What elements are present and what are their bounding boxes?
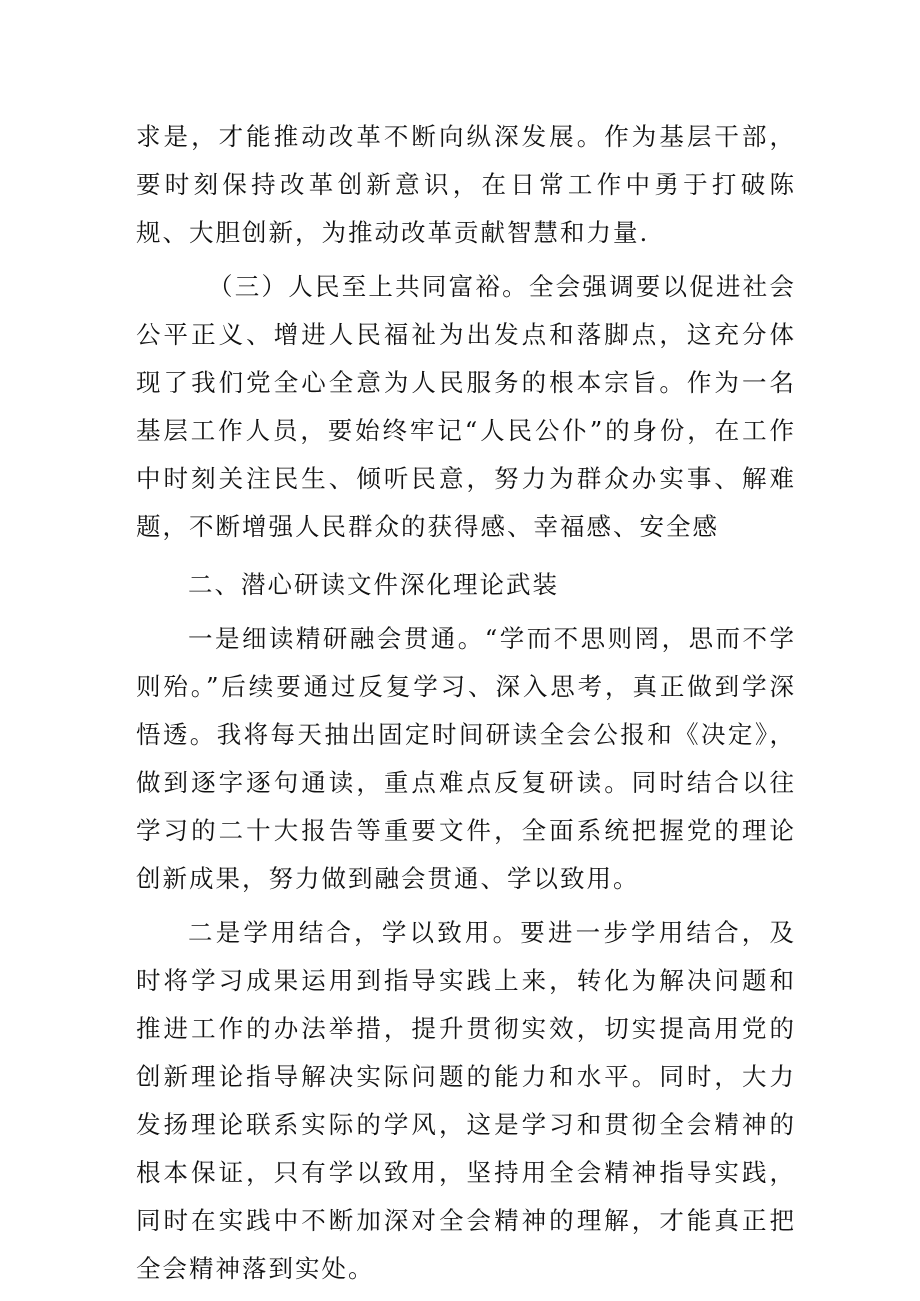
- paragraph-reform-continuation: 求是，才能推动改革不断向纵深发展。作为基层干部，要时刻保持改革创新意识，在日常工作中勇于打破陈规、大胆创新，为推动改革贡献智慧和力量.: [136, 122, 796, 247]
- paragraph-apply-learning: 二是学用结合，学以致用。要进一步学用结合，及时将学习成果运用到指导实践上来，转化为解决问题和推进工作的办法举措，提升贯彻实效，切实提高用党的创新理论指导解决实际问题的能力和水平。同时，大力发扬理论联系实际的学风，这是学习和贯彻全会精神的根本保证，只有学以致用，坚持用全会精神指导实践，同时在实践中不断加深对全会精神的理解，才能真正把全会精神落到实处。: [136, 918, 796, 1283]
- spacer: [136, 551, 796, 561]
- paragraph-people-first: （三）人民至上共同富裕。全会强调要以促进社会公平正义、增进人民福祉为出发点和落脚点，这充分体现了我们党全心全意为人民服务的根本宗旨。作为一名基层工作人员，要始终牢记“人民公仆”的身份，在工作中时刻关注民生、倾听民意，努力为群众办实事、解难题，不断增强人民群众的获得感、幸福感、安全感: [136, 272, 796, 541]
- paragraph-study-deeply: 一是细读精研融会贯通。“学而不思则罔，思而不学则殆。”后续要通过反复学习、深入思考，真正做到学深悟透。我将每天抽出固定时间研读全会公报和《决定》，做到逐字逐句通读，重点难点反复研读。同时结合以往学习的二十大报告等重要文件，全面系统把握党的理论创新成果，努力做到融会贯通、学以致用。: [136, 624, 796, 893]
- section-heading-two: 二、潜心研读文件深化理论武装: [188, 570, 559, 599]
- document-body: [136, 113, 796, 1293]
